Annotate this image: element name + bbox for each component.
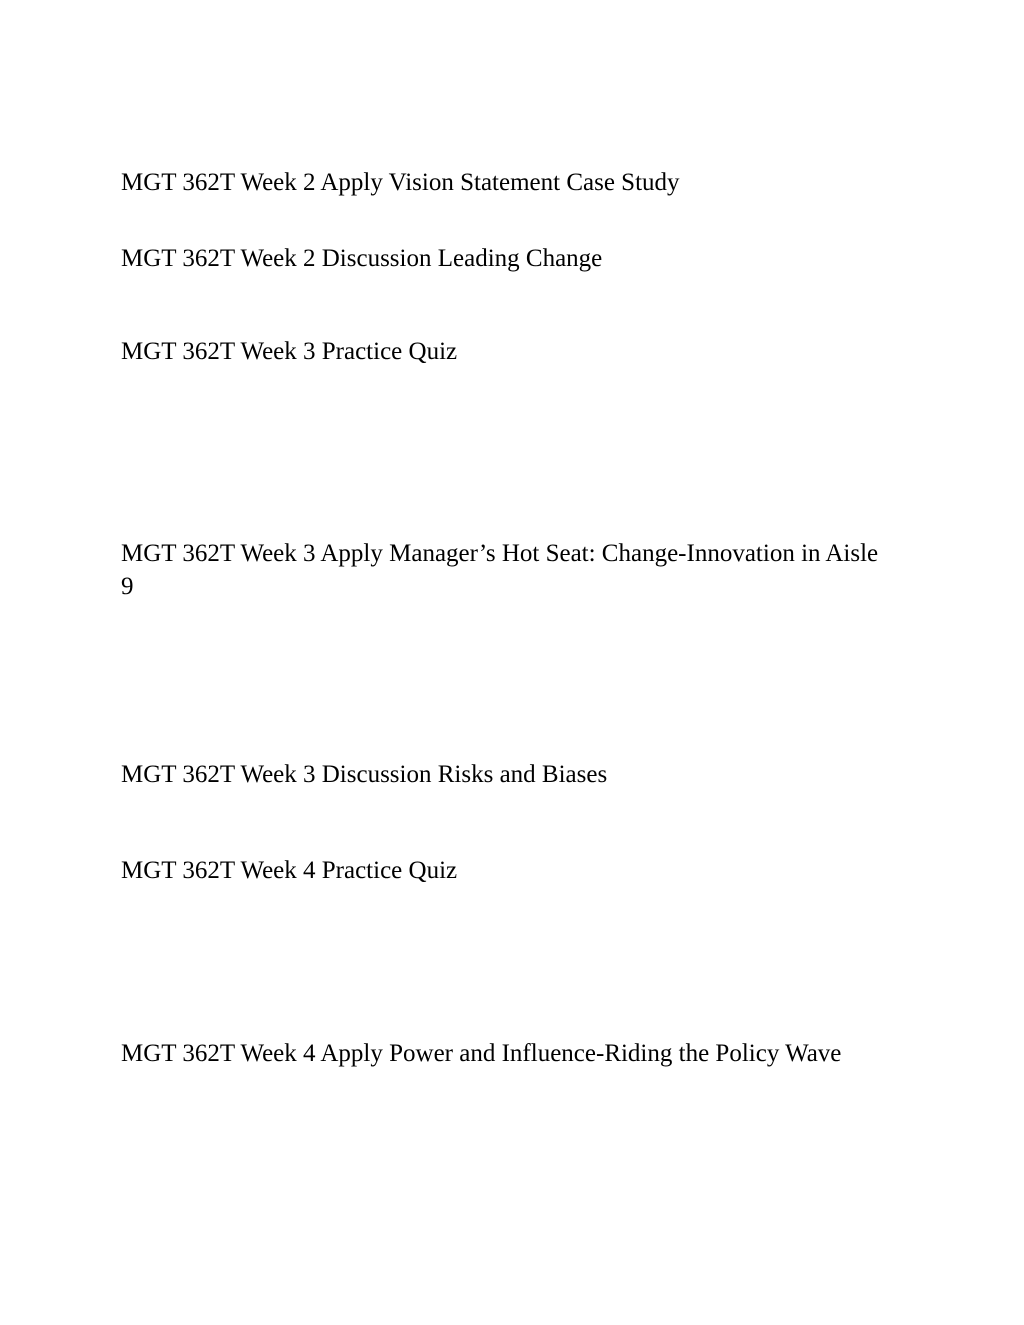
course-item-week4-power-influence: MGT 362T Week 4 Apply Power and Influence-Riding the Policy Wave: [121, 1040, 842, 1067]
course-item-week4-practice-quiz: MGT 362T Week 4 Practice Quiz: [121, 857, 458, 884]
course-item-week2-discussion-leading-change: MGT 362T Week 2 Discussion Leading Change: [121, 245, 603, 272]
course-item-week3-discussion-risks-biases: MGT 362T Week 3 Discussion Risks and Biases: [121, 761, 608, 788]
course-item-week3-managers-hot-seat: MGT 362T Week 3 Apply Manager’s Hot Seat: Change-Innovation in Aisle 9: [121, 540, 879, 600]
course-item-week2-vision-statement: MGT 362T Week 2 Apply Vision Statement Case Study: [121, 169, 680, 196]
course-item-week3-practice-quiz: MGT 362T Week 3 Practice Quiz: [121, 338, 458, 365]
